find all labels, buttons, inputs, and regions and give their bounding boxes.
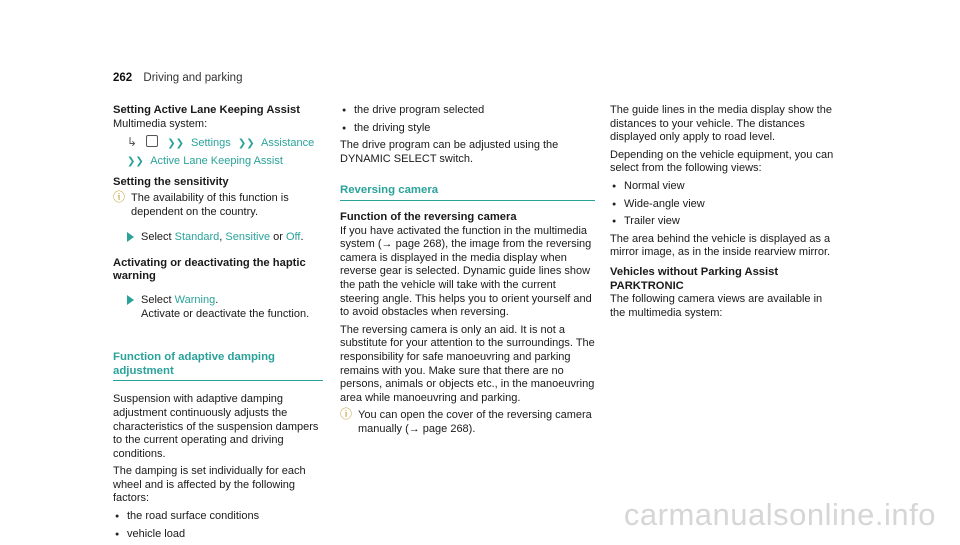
factor-list-cont: [340, 104, 595, 135]
page-header: [113, 72, 242, 84]
option-sensitive[interactable]: Sensitive: [225, 231, 271, 244]
nav-settings[interactable]: Settings: [191, 137, 231, 150]
camera-paragraph-2: The reversing camera is only an aid. It is not a substitute for your attention to the surroundings. The responsibility for safe manoeuvring and parking remains with you. Make sure that there are no persons, animals or objects etc., in the manoeuvring area while manoeuvring and parking.: [340, 323, 595, 404]
chapter-title: Driving and parking: [143, 72, 243, 84]
nav-path: [113, 135, 323, 151]
list-item: ● the driving style: [340, 122, 595, 136]
list-item: ● Trailer view: [610, 215, 840, 229]
list-item: ● Normal view: [610, 180, 840, 194]
column-left: [113, 104, 323, 545]
nav-arrow-icon: ❯❯: [167, 138, 184, 150]
multimedia-label: Multimedia system:: [113, 117, 208, 130]
activate-text: Activate or deactivate the function.: [141, 307, 310, 320]
option-warning[interactable]: Warning: [174, 293, 216, 306]
list-item: ● the drive program selected: [340, 104, 595, 118]
info-icon: ⓘ: [113, 189, 126, 204]
info-icon: ⓘ: [340, 407, 353, 422]
camera-paragraph-1[interactable]: If you have activated the function in the multimedia system (→ page 268), the image from the reversing camera is displayed in the media display when reverse gear is selected. Dynamic guide lines show the path the vehicle will take with the current steering angle. This helps you to orient yourself and to avoid obstacles when reversing.: [340, 224, 592, 319]
guide-lines-text: The guide lines in the media display show the distances to your vehicle. The distances displayed only apply to road level.: [610, 104, 832, 144]
select-warning-step: Select Warning. Activate or deactivate the function.: [113, 294, 323, 321]
heading-lane-keeping: Setting Active Lane Keeping Assist: [113, 104, 300, 116]
list-item: ● the road surface conditions: [113, 510, 323, 524]
watermark: carmanualsonline.info: [623, 497, 936, 532]
step-arrow-icon: [127, 295, 134, 305]
camera-views-text: The following camera views are available in the multimedia system:: [610, 293, 823, 319]
page-number: 262: [113, 72, 133, 84]
heading-parktronic: Vehicles without Parking Assist PARKTRONIC: [610, 265, 779, 292]
nav-hook-icon: ↳: [127, 135, 138, 150]
section-reversing-camera: Reversing camera: [340, 184, 595, 201]
drive-program-text: The drive program can be adjusted using the DYNAMIC SELECT switch.: [340, 139, 559, 165]
section-damping: Function of adaptive damping adjustment: [113, 351, 323, 381]
cover-note: ⓘ You can open the cover of the reversing camera manually (→ page 268).: [340, 407, 592, 435]
mirror-image-text: The area behind the vehicle is displayed as a mirror image, as in the inside rearview mirror.: [610, 232, 831, 259]
column-right: [610, 104, 840, 324]
views-intro-text: Depending on the vehicle equipment, you can select from the following views:: [610, 148, 834, 175]
nav-assistance[interactable]: Assistance: [261, 137, 315, 150]
heading-camera-function: Function of the reversing camera: [340, 210, 517, 223]
heading-sensitivity: Setting the sensitivity: [113, 176, 229, 189]
damping-paragraph-2: The damping is set individually for each wheel and is affected by the following factors:: [113, 465, 306, 505]
option-standard[interactable]: Standard: [174, 231, 220, 244]
factor-list: [113, 510, 323, 541]
step-arrow-icon: [127, 232, 134, 242]
select-sensitivity-step: Select Standard, Sensitive or Off.: [113, 231, 323, 245]
list-item: ● vehicle load: [113, 528, 323, 542]
option-off[interactable]: Off: [285, 231, 301, 244]
column-middle: [340, 104, 595, 442]
nav-active-lane[interactable]: Active Lane Keeping Assist: [150, 154, 283, 167]
nav-path-cont: [113, 155, 323, 169]
nav-arrow-icon: ❯❯: [237, 138, 255, 150]
damping-paragraph-1: Suspension with adaptive damping adjustment continuously adjusts the characteristics of the suspension dampers to the current operating and driving conditions.: [113, 393, 319, 460]
nav-arrow-icon: ❯❯: [127, 155, 144, 167]
list-item: ● Wide-angle view: [610, 198, 840, 212]
home-icon: [146, 135, 158, 147]
heading-haptic: Activating or deactivating the haptic warning: [113, 256, 306, 283]
availability-note: ⓘ The availability of this function is dependent on the country.: [113, 189, 289, 218]
views-list: [610, 180, 840, 229]
